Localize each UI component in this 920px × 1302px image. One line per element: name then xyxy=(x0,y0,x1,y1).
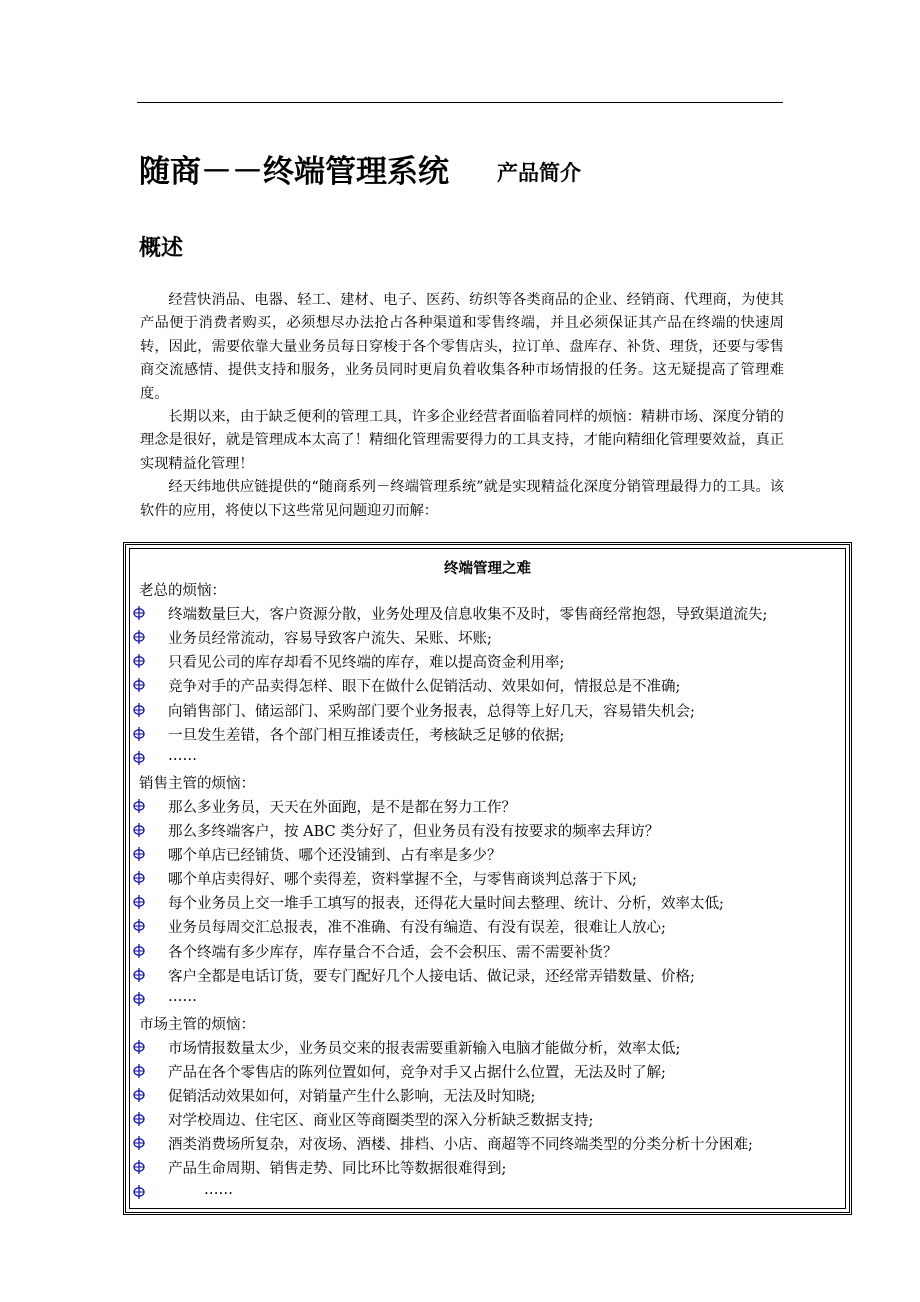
list-item xyxy=(131,651,849,675)
list-item-text: 产品生命周期、销售走势、同比环比等数据很难得到; xyxy=(168,1161,507,1178)
circled-cross-bullet-icon xyxy=(131,798,147,814)
list-item xyxy=(131,603,849,627)
header-rule xyxy=(137,102,783,103)
group-label: 老总的烦恼： xyxy=(139,583,226,599)
list-item xyxy=(131,796,849,820)
list-item-text: …… xyxy=(204,1181,233,1198)
list-item-text: 每个业务员上交一堆手工填写的报表，还得花大量时间去整理、统计、分析，效率太低; xyxy=(168,896,724,913)
list-item-text: 只看见公司的库存却看不见终端的库存，难以提高资金利用率; xyxy=(168,655,565,672)
product-subtitle: 产品简介 xyxy=(497,161,581,185)
list-item-text: 市场情报数量太少，业务员交来的报表需要重新输入电脑才能做分析，效率太低; xyxy=(168,1040,681,1057)
list-item xyxy=(131,965,849,989)
circled-cross-bullet-icon xyxy=(131,846,147,862)
list-item xyxy=(131,1109,849,1133)
overview-paragraph: 经营快消品、电器、轻工、建材、电子、医药、纺织等各类商品的企业、经销商、代理商，为使其产品便于消费者购买，必须想尽办法抢占各种渠道和零售终端，并且必须保证其产品在终端的快速周转，因此，需要依靠大量业务员每日穿梭于各个零售店头，拉订单、盘库存、补货、理货，还要与零售商交流感情、提供支持和服务，业务员同时更肩负着收集各种市场情报的任务。这无疑提高了管理难度。 xyxy=(140,292,784,402)
list-item-text: 一旦发生差错，各个部门相互推诿责任，考核缺乏足够的依据; xyxy=(168,727,565,744)
list-item xyxy=(131,1133,849,1157)
group-label: 市场主管的烦恼： xyxy=(139,1016,255,1033)
list-item-text: …… xyxy=(168,988,197,1005)
circled-cross-bullet-icon xyxy=(131,1111,147,1127)
product-title: 随商－－终端管理系统 xyxy=(139,154,449,190)
list-item-text: 哪个单店卖得好、哪个卖得差，资料掌握不全，与零售商谈判总落于下风; xyxy=(168,872,637,889)
list-item-text: 客户全都是电话订货，要专门配好几个人接电话、做记录，还经常弄错数量、价格; xyxy=(168,968,695,985)
group-label: 销售主管的烦恼： xyxy=(139,775,255,792)
list-item xyxy=(131,820,849,844)
overview-paragraph: 长期以来，由于缺乏便利的管理工具，许多企业经营者面临着同样的烦恼：精耕市场、深度分销的理念是很好，就是管理成本太高了！精细化管理需要得力的工具支持，才能向精细化管理要效益，真正实现精益化管理！ xyxy=(140,409,784,472)
circled-cross-bullet-icon xyxy=(131,1039,147,1055)
list-item xyxy=(131,627,849,651)
list-item-text: 哪个单店已经铺货、哪个还没铺到、占有率是多少？ xyxy=(168,848,502,865)
list-item xyxy=(131,1182,849,1206)
list-item xyxy=(131,1037,849,1061)
list-item xyxy=(131,724,849,748)
list-item-text: …… xyxy=(168,747,197,764)
circled-cross-bullet-icon xyxy=(131,822,147,838)
list-item-text: 业务员每周交汇总报表，准不准确、有没有编造、有没有误差，很难让人放心; xyxy=(168,920,666,937)
list-item-text: 促销活动效果如何，对销量产生什么影响，无法及时知晓; xyxy=(168,1089,536,1106)
overview-paragraph: 经天纬地供应链提供的“随商系列－终端管理系统”就是实现精益化深度分销管理最得力的工具。该软件的应用，将使以下这些常见问题迎刃而解： xyxy=(140,479,784,519)
circled-cross-bullet-icon xyxy=(131,943,147,959)
list-item-text: 产品在各个零售店的陈列位置如何，竞争对手又占据什么位置，无法及时了解; xyxy=(168,1065,666,1081)
list-item-text: 各个终端有多少库存，库存量合不合适，会不会积压、需不需要补货？ xyxy=(168,944,618,961)
list-item-text: 竞争对手的产品卖得怎样、眼下在做什么促销活动、效果如何，情报总是不准确; xyxy=(168,679,681,696)
list-item xyxy=(131,700,849,724)
circled-cross-bullet-icon xyxy=(131,1159,147,1175)
overview-body xyxy=(140,289,784,523)
circled-cross-bullet-icon xyxy=(131,653,147,669)
list-item-text: 那么多终端客户，按 ABC 类分好了，但业务员有没有按要求的频率去拜访？ xyxy=(168,824,660,840)
circled-cross-bullet-icon xyxy=(131,967,147,983)
circled-cross-bullet-icon xyxy=(131,726,147,742)
circled-cross-bullet-icon xyxy=(131,1184,147,1200)
list-item xyxy=(131,1157,849,1181)
list-item xyxy=(131,748,849,772)
circled-cross-bullet-icon xyxy=(131,605,147,621)
circled-cross-bullet-icon xyxy=(131,750,147,766)
circled-cross-bullet-icon xyxy=(131,1087,147,1103)
list-item xyxy=(131,844,849,868)
box-title: 终端管理之难 xyxy=(444,561,531,577)
circled-cross-bullet-icon xyxy=(131,991,147,1007)
page-title xyxy=(139,146,581,191)
circled-cross-bullet-icon xyxy=(131,629,147,645)
list-item-text: 对学校周边、住宅区、商业区等商圈类型的深入分析缺乏数据支持; xyxy=(168,1113,594,1130)
list-item xyxy=(131,892,849,916)
circled-cross-bullet-icon xyxy=(131,1063,147,1079)
circled-cross-bullet-icon xyxy=(131,894,147,910)
circled-cross-bullet-icon xyxy=(131,1135,147,1151)
list-item-text: 向销售部门、储运部门、采购部门要个业务报表，总得等上好几天，容易错失机会; xyxy=(168,703,695,720)
circled-cross-bullet-icon xyxy=(131,677,147,693)
list-item xyxy=(131,941,849,965)
list-item xyxy=(131,989,849,1013)
circled-cross-bullet-icon xyxy=(131,702,147,718)
list-item-text: 终端数量巨大，客户资源分散，业务处理及信息收集不及时，零售商经常抱怨，导致渠道流失; xyxy=(168,607,768,624)
list-item xyxy=(131,1061,849,1085)
circled-cross-bullet-icon xyxy=(131,918,147,934)
circled-cross-bullet-icon xyxy=(131,870,147,886)
list-item-text: 酒类消费场所复杂，对夜场、酒楼、排档、小店、商超等不同终端类型的分类分析十分困难; xyxy=(168,1137,753,1154)
terminal-management-difficulties-box xyxy=(123,542,852,1215)
list-item xyxy=(131,675,849,699)
list-item xyxy=(131,1085,849,1109)
list-item xyxy=(131,868,849,892)
overview-heading: 概述 xyxy=(139,236,184,261)
list-item-text: 业务员经常流动，容易导致客户流失、呆账、坏账; xyxy=(168,631,492,648)
list-item-text: 那么多业务员，天天在外面跑，是不是都在努力工作？ xyxy=(168,799,516,816)
list-item xyxy=(131,916,849,940)
